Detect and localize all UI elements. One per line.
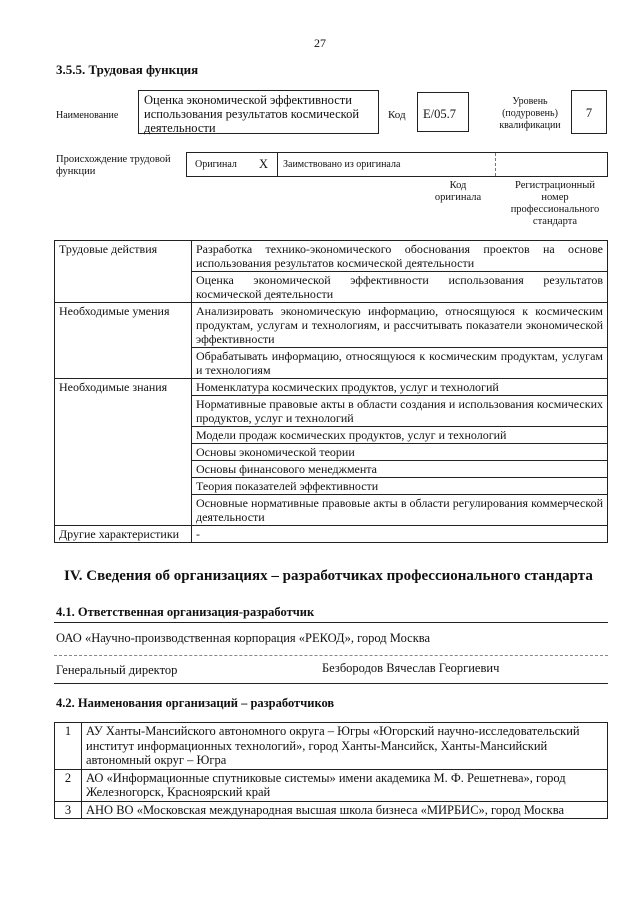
table-row <box>55 723 608 770</box>
row-value: Анализировать экономическую информацию, относящуюся к космическим продуктам, услугам и технологиям, и рассчитывать показатели экономической эффективности <box>192 303 608 348</box>
function-table <box>54 240 608 543</box>
row-key: Необходимые умения <box>55 303 192 379</box>
row-key: Необходимые знания <box>55 379 192 526</box>
table-row <box>55 769 608 801</box>
row-value: Разработка технико-экономического обоснования проектов на основе использования результатов космической деятельности <box>192 241 608 272</box>
origin-row <box>186 152 608 177</box>
table-row <box>55 801 608 819</box>
origin-code-caption: Код оригинала <box>434 180 482 203</box>
developer-number: 2 <box>55 769 82 801</box>
code-value: E/05.7 <box>417 92 469 132</box>
origin-mark: X <box>259 157 269 171</box>
level-label: Уровень (подуровень) квалификации <box>499 96 561 131</box>
row-key: Другие характеристики <box>55 526 192 543</box>
row-value: Оценка экономической эффективности использования результатов космической деятельности <box>192 272 608 303</box>
divider <box>54 655 608 656</box>
origin-divider <box>495 153 496 176</box>
director-role: Генеральный директор <box>56 663 178 677</box>
table-row <box>55 379 608 396</box>
developers-heading: 4.2. Наименования организаций – разработчиков <box>56 696 335 710</box>
developer-number: 3 <box>55 801 82 819</box>
name-label: Наименование <box>56 110 119 121</box>
row-value: - <box>192 526 608 543</box>
director-name: Безбородов Вячеслав Георгиевич <box>322 661 500 675</box>
table-row <box>55 526 608 543</box>
developers-table <box>54 722 608 819</box>
row-value: Основы экономической теории <box>192 444 608 461</box>
function-heading: 3.5.5. Трудовая функция <box>56 62 199 77</box>
responsible-org: ОАО «Научно-производственная корпорация «РЕКОД», город Москва <box>56 631 431 645</box>
section-heading: IV. Сведения об организациях – разработчиках профессионального стандарта <box>64 568 593 584</box>
row-value: Теория показателей эффективности <box>192 478 608 495</box>
row-value: Модели продаж космических продуктов, услуг и технологий <box>192 427 608 444</box>
row-value: Основы финансового менеджмента <box>192 461 608 478</box>
code-label: Код <box>388 109 406 121</box>
row-value: Обрабатывать информацию, относящуюся к космическим продуктам, услугам и технологиям <box>192 348 608 379</box>
origin-reg-caption: Регистрационный номер профессионального стандарта <box>510 180 600 227</box>
developer-name: АУ Ханты-Мансийского автономного округа – Югры «Югорский научно-исследовательский институт информационных технологий», город Ханты-Мансийск, Ханты-Мансийский автономный округ – Югра <box>82 723 608 770</box>
row-value: Номенклатура космических продуктов, услуг и технологий <box>192 379 608 396</box>
origin-borrowed: Заимствовано из оригинала <box>283 159 401 170</box>
origin-divider <box>277 153 278 176</box>
origin-label: Происхождение трудовой функции <box>56 154 171 177</box>
origin-original: Оригинал <box>195 159 237 170</box>
developer-name: АО «Информационные спутниковые системы» имени академика М. Ф. Решетнева», город Железногорск, Красноярский край <box>82 769 608 801</box>
responsible-heading: 4.1. Ответственная организация-разработчик <box>56 605 315 619</box>
row-key: Трудовые действия <box>55 241 192 303</box>
page-number: 27 <box>314 36 326 50</box>
level-value: 7 <box>571 90 607 134</box>
developer-name: АНО ВО «Московская международная высшая школа бизнеса «МИРБИС», город Москва <box>82 801 608 819</box>
row-value: Основные нормативные правовые акты в области регулирования коммерческой деятельности <box>192 495 608 526</box>
developer-number: 1 <box>55 723 82 770</box>
table-row <box>55 241 608 272</box>
row-value: Нормативные правовые акты в области создания и использования космических продуктов, услуг и технологий <box>192 396 608 427</box>
table-row <box>55 303 608 348</box>
responsible-org-box <box>54 622 608 684</box>
name-value: Оценка экономической эффективности использования результатов космической деятельности <box>138 90 379 134</box>
